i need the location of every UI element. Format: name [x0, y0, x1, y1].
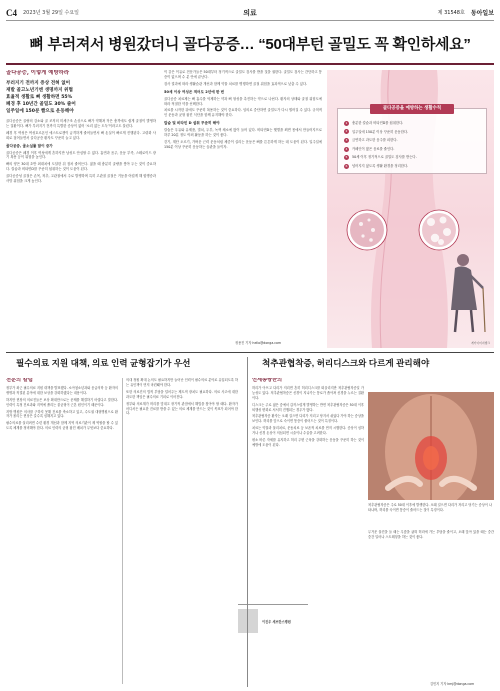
- subheading: 골다공증, 골소실률 많이 증가: [6, 143, 53, 148]
- deck-line: 일주일에 150분 빨으로 운동해야: [6, 109, 74, 114]
- tip-item: [344, 162, 482, 171]
- top-story-column-2: [164, 70, 322, 338]
- deck-line: 재발 골고노년기엔 생명까지 위협: [6, 88, 73, 93]
- tip-text: 일주일에 150분 이상 꾸준히 운동한다.: [352, 129, 409, 134]
- prevention-tips-box: [337, 108, 487, 174]
- body-paragraph: 평소 바른 자세를 유지하고 허리 주변 근육을 강화하는 운동을 꾸준히 하는 것이 예방에 도움이 된다.: [252, 438, 364, 447]
- body-paragraph: 뼈의 양은 30대 초반 최대치에 도달한 뒤 점차 줄어든다. 젊을 때 충분히 골량을 쌓아 두는 것이 중요하다. 칼슘과 비타민D를 꾸준히 섭취하는 것이 도움이 된다.: [6, 162, 156, 172]
- body-paragraph: 하지만 현장의 의료진들은 보상 확대만으로는 문제를 해결하기 어렵다고 말한다. 인력이 특정 진료과와 지역에 쏠리는 불균형이 근본 원인이기 때문이다.: [6, 397, 118, 407]
- bottom-right-headline: 척추관협착증, 허리디스크와 다르게 관리해야: [262, 358, 430, 368]
- subheading: 칼슘 및 비타민 D 섭취 꾸준히 해야: [164, 121, 220, 126]
- tip-text: 충분한 칼슘과 비타민D를 섭취한다.: [352, 121, 404, 125]
- bottom-left-column-2: [126, 378, 238, 684]
- bottom-right-column-1: [252, 378, 364, 684]
- body-paragraph: 골다공증은 폐경 이후 여성에게 흔하지만 남성도 안심할 수 없다. 흡연과 음주, 운동 부족, 스테로이드 장기 복용 등이 위험을 높인다.: [6, 150, 156, 160]
- bottom-left-headline: 필수의료 지원 대책, 의료 인력 균형잡기가 우선: [16, 358, 191, 368]
- body-paragraph: 또한 의료진의 법적 부담을 덜어주는 제도적 장치도 필요하다. 의료 사고에 대한 과도한 책임은 필수의료 기피로 이어진다.: [126, 389, 238, 399]
- body-paragraph: 폐경 후 여성은 여성호르몬인 에스트로겐이 급격하게 줄어들면서 뼈 손실이 빠르게 진행된다. 고령화 사회로 접어들면서 골다공증 환자도 꾸준히 늘고 있다.: [6, 130, 156, 140]
- bottom-left-column-1: [6, 378, 118, 684]
- column-rule: [122, 378, 123, 684]
- section-name: 의료: [243, 8, 257, 17]
- body-paragraph: 골다공증은 골량의 감소와 골 조직의 미세구조 손상으로 뼈가 약해져 작은 충격에도 쉽게 골절이 발생하는 질환이다. 뼈가 부러지기 전까지 특별한 증상이 없어 ‘소리 없는 도둑’이라고도 불린다.: [6, 119, 156, 128]
- column-name: 전문의 칼럼: [6, 378, 33, 383]
- prevention-tips-list: [344, 119, 482, 171]
- tip-text: 50세 이후 정기적으로 골밀도 검사를 받는다.: [352, 155, 417, 160]
- author-name: 이진우 세브란스병원: [262, 620, 291, 624]
- number-badge-icon: 5: [345, 155, 348, 160]
- number-badge-icon: 6: [345, 163, 348, 168]
- body-paragraph: 척추관협착증 환자는 오래 걸으면 다리가 저리고 당겨서 쉬었다 가야 하는 증상을 보인다. 허리를 앞으로 숙이면 통증이 줄어드는 것이 특징이다.: [252, 414, 364, 424]
- bottom-right-byline: 김민지 기자 kmj@donga.com: [430, 682, 475, 686]
- deck-line: 부러지기 전까지 증상 전혀 없어: [6, 81, 71, 86]
- tip-item: [344, 145, 482, 154]
- osteoporosis-graphic: [327, 70, 494, 348]
- body-paragraph: 골다공증성 골절은 손목, 척추, 고관절에서 주로 발생하며 특히 고관절 골절은 거동을 어렵게 해 합병증과 사망 위험을 크게 높인다.: [6, 174, 156, 184]
- tip-text: 넘어지지 않도록 생활 환경을 정리한다.: [352, 163, 409, 168]
- body-paragraph: 치료를 시작한 뒤에도 꾸준히 복용하는 것이 중요하다. 임의로 중단하면 골밀도가 다시 떨어질 수 있다. 규칙적인 운동과 균형 잡힌 식단을 함께 유지해야 한다.: [164, 108, 322, 118]
- column-name: 연세송쌍한의: [252, 378, 283, 383]
- tip-text: 카페인이 많은 음료를 줄인다.: [352, 146, 395, 151]
- tip-item: [344, 119, 482, 128]
- top-headline: 뼈 부러져서 병원갔더니 골다공증… “50대부턴 골밀도 꼭 확인하세요”: [29, 35, 471, 53]
- body-paragraph: 정부와 의료계가 머리를 맞대고 장기적 관점에서 해법을 찾아야 할 때다. 환자가 어디서든 필요한 진료를 받을 수 있는 의료 체계를 만드는 것이 목표가 되어야 한다.: [126, 401, 238, 416]
- deck: [6, 80, 156, 115]
- tip-item: [344, 153, 482, 162]
- body-paragraph: 허리가 아프고 다리가 저리면 흔히 허리디스크를 떠올리지만 척추관협착증일 가능성도 있다. 척추관협착증은 신경이 지나가는 통로가 좁아져 신경을 누르는 질환이다.: [252, 385, 364, 400]
- number-badge-icon: 4: [345, 146, 348, 151]
- top-headline-box: [6, 23, 494, 65]
- body-paragraph: 의대 정원 확대 논의도 필요하지만 늘어난 인력이 필수의료 분야로 유입되도록 하는 유인책이 먼저 마련돼야 한다.: [126, 378, 238, 387]
- number-badge-icon: 2: [345, 129, 348, 134]
- number-badge-icon: 3: [345, 137, 348, 142]
- edition-number: 제 31548호: [437, 10, 465, 16]
- body-paragraph: 치료는 약물과 물리치료, 운동치료 등 보존적 치료를 먼저 시행한다. 증상이 심하거나 신경 손상이 의심되면 시술이나 수술을 고려한다.: [252, 426, 364, 436]
- body-paragraph: 이 같은 이유로 전문가들은 50대부터 정기적으로 골밀도 검사를 받을 것을 권한다. 골밀도 검사는 간단하고 통증이 없으며 수 분 안에 끝난다.: [164, 70, 322, 79]
- lead-title: 골다공증, 이렇게 예방하라: [6, 70, 70, 76]
- section-divider: [6, 352, 494, 353]
- page-number: C4: [6, 7, 17, 18]
- body-paragraph: 골다공증 치료제는 뼈 흡수를 억제하는 약과 뼈 형성을 촉진하는 약으로 나뉜다. 환자의 상태와 골절 위험도에 따라 적절한 약을 선택한다.: [164, 96, 322, 106]
- issue-date: 2023년 3월 29일 수요일: [23, 10, 80, 16]
- body-paragraph: 디스크는 주로 젊은 층에서 갑작스럽게 발생하는 반면 척추관협착증은 50대 이후 퇴행성 변화로 서서히 진행되는 경우가 많다.: [252, 402, 364, 412]
- back-pain-illustration: [368, 392, 494, 500]
- body-paragraph: 걷기, 계단 오르기, 가벼운 근력 운동처럼 체중이 실리는 운동은 뼈를 튼튼하게 하는 데 도움이 된다. 일주일에 150분 이상 꾸준히 운동하는 습관을 들이자.: [164, 139, 322, 149]
- subheading: 50세 이상 여성은 적어도 2년에 한 번: [164, 89, 225, 94]
- body-paragraph: 무거운 물건을 들 때는 무릎을 굽혀 허리에 가는 부담을 줄이고, 오래 앉아 있을 때는 중간중간 일어나 스트레칭을 하는 것이 좋다.: [368, 530, 494, 539]
- bottom-right-column-2: [368, 530, 494, 680]
- graphic-credit: 게티이미지뱅크: [471, 341, 490, 345]
- spacer: [240, 378, 246, 379]
- newspaper-brand: 동아일보: [470, 10, 494, 17]
- top-story-byline: 정용진 기자 hello@donga.com: [235, 341, 282, 345]
- deck-line: 효율적 생활로 뼈 생활하면 55%: [6, 95, 73, 100]
- number-badge-icon: 1: [345, 120, 348, 125]
- deck-line: 폐경 후 10년간 골밀도 30% 줄어: [6, 102, 76, 107]
- masthead-right: [438, 8, 494, 17]
- top-story-column-1: [6, 70, 156, 350]
- tip-item: [344, 128, 482, 137]
- article-divider: [247, 357, 248, 687]
- tip-item: [344, 136, 482, 145]
- body-paragraph: 칼슘은 우유와 유제품, 멸치, 두부, 녹색 채소에 많이 들어 있다. 비타민D는 햇볕을 쬐면 몸에서 만들어지므로 하루 20분 정도 야외 활동을 하는 것이 좋다.: [164, 128, 322, 138]
- prevention-tips-title: 골다공증을 예방하는 생활수칙: [370, 104, 454, 114]
- body-paragraph: 검사 결과에 따라 생활습관 개선과 함께 약물 치료를 병행하면 골절 위험을 효과적으로 낮출 수 있다.: [164, 81, 308, 86]
- tip-text: 금연하고 과도한 음주를 피한다.: [352, 138, 398, 143]
- body-paragraph: 정부가 최근 필수의료 지원 대책을 발표했다. 소아청소년과와 응급의학 등 환자의 생명과 직결된 분야에 대한 보상을 강화하겠다는 내용이다.: [6, 385, 118, 395]
- body-paragraph: 필수의료를 살리려면 수련 환경 개선과 함께 지역 의료기관이 제 역할을 할 수 있도록 체계를 정비해야 한다. 의료 인력의 균형 잡힌 배치가 무엇보다 중요하다.: [6, 421, 118, 431]
- body-paragraph: 지방 병원은 의사를 구하지 못해 진료를 축소하고 있고, 수도권 대형병원으로 환자가 몰리는 현상은 갈수록 심해지고 있다.: [6, 409, 118, 419]
- photo-caption: 척추관협착증은 주로 50대 이후에 발생한다. 오래 걸으면 다리가 저리고 당기는 증상이 나타나며, 허리를 숙이면 통증이 줄어드는 것이 특징이다.: [368, 503, 492, 512]
- back-pain-photo: [368, 392, 494, 500]
- masthead: [6, 5, 494, 21]
